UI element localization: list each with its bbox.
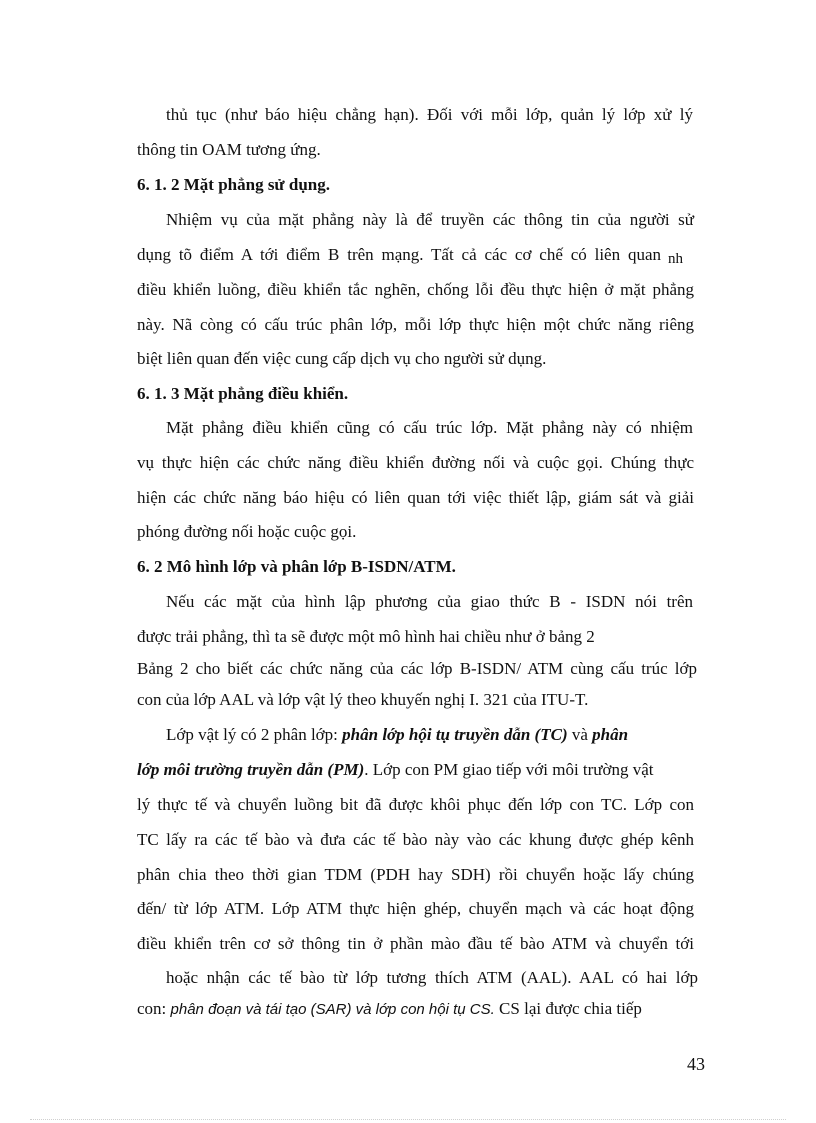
body-line: đến/ từ lớp ATM. Lớp ATM thực hiện ghép, chuyển mạch và các hoạt động: [137, 899, 694, 918]
body-line: lý thực tế và chuyển luồng bit đã được khôi phục đến lớp con TC. Lớp con: [137, 795, 694, 814]
body-line: điều khiển trên cơ sở thông tin ở phần mào đầu tế bào ATM và chuyển tới: [137, 934, 694, 953]
body-line: Bảng 2 cho biết các chức năng của các lớp B-ISDN/ ATM cùng cấu trúc lớp: [137, 659, 697, 678]
body-line: biệt liên quan đến việc cung cấp dịch vụ cho người sử dụng.: [137, 349, 547, 368]
body-line: phóng đường nối hoặc cuộc gọi.: [137, 522, 357, 541]
emphasis-text: lớp môi trường truyền dẫn (PM): [137, 760, 365, 779]
body-line: được trải phẳng, thì ta sẽ được một mô hình hai chiều như ở bảng 2: [137, 627, 595, 646]
body-line: Nếu các mặt của hình lập phương của giao thức B - ISDN nói trên: [166, 592, 693, 611]
body-line: [166, 724, 628, 746]
body-line: thông tin OAM tương ứng.: [137, 140, 321, 159]
body-line: Nhiệm vụ của mặt phẳng này là để truyền các thông tin của người sử: [166, 210, 694, 229]
body-line: [137, 998, 642, 1021]
body-line: điều khiển luồng, điều khiển tắc nghẽn, chống lỗi đều thực hiện ở mặt phẳng: [137, 280, 694, 299]
body-line: TC lấy ra các tế bào và đưa các tế bào này vào các khung được ghép kênh: [137, 830, 694, 849]
body-text: . Lớp con PM giao tiếp với môi trường vật: [364, 760, 654, 779]
page-number: 43: [687, 1054, 705, 1074]
emphasis-text: phân: [592, 725, 629, 744]
section-heading: 6. 1. 2 Mặt phẳng sử dụng.: [137, 175, 331, 194]
section-heading: 6. 2 Mô hình lớp và phân lớp B-ISDN/ATM.: [137, 557, 456, 576]
body-text: Lớp vật lý có 2 phân lớp:: [166, 725, 343, 744]
body-line: hiện các chức năng báo hiệu có liên quan tới việc thiết lập, giám sát và giải: [137, 488, 694, 507]
section-heading: 6. 1. 3 Mặt phẳng điều khiển.: [137, 384, 349, 403]
body-line: hoặc nhận các tế bào từ lớp tương thích ATM (AAL). AAL có hai lớp: [166, 968, 698, 987]
body-line: dụng tõ điểm A tới điểm B trên mạng. Tất cả các cơ chế có liên quan: [137, 245, 661, 264]
body-line: [137, 759, 654, 781]
body-text: con:: [137, 999, 171, 1018]
body-line: con của lớp AAL và lớp vật lý theo khuyến nghị I. 321 của ITU-T.: [137, 690, 589, 709]
italic-text: phân đoạn và tái tạo (SAR) và lớp con hội tụ CS.: [170, 1001, 495, 1018]
body-line: này. Nã còng có cấu trúc phân lớp, mỗi lớp thực hiện một chức năng riêng: [137, 315, 694, 334]
body-line: Mặt phẳng điều khiển cũng có cấu trúc lớp. Mặt phẳng này có nhiệm: [166, 418, 693, 437]
page-bottom-border: [30, 1119, 786, 1120]
body-line-fragment: nh: [668, 251, 683, 267]
body-line: phân chia theo thời gian TDM (PDH hay SDH) rồi chuyển hoặc lấy chúng: [137, 865, 694, 884]
body-text: CS lại được chia tiếp: [494, 999, 642, 1018]
body-text: và: [567, 725, 593, 744]
body-line: vụ thực hiện các chức năng điều khiển đường nối và cuộc gọi. Chúng thực: [137, 453, 694, 472]
emphasis-text: phân lớp hội tụ truyền dẫn (TC): [342, 725, 568, 744]
body-line: thủ tục (như báo hiệu chẳng hạn). Đối với mỗi lớp, quản lý lớp xử lý: [166, 105, 693, 124]
